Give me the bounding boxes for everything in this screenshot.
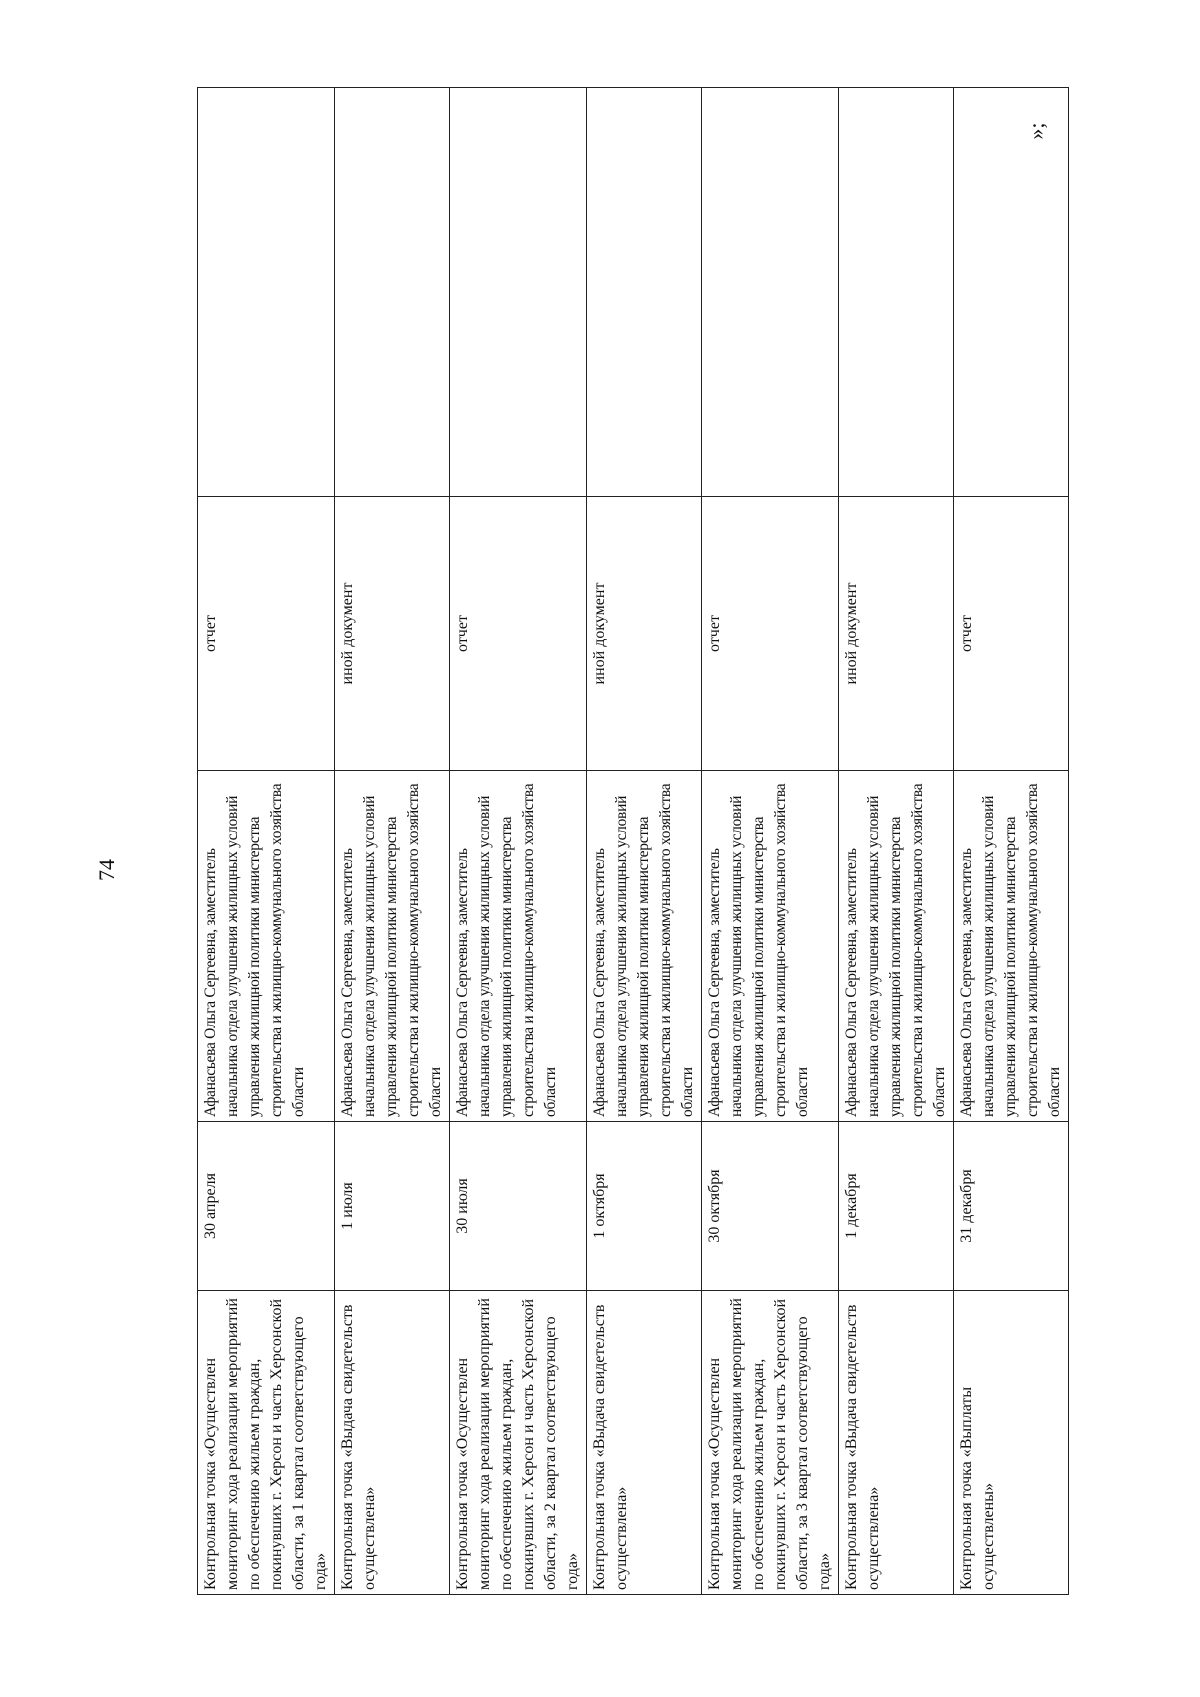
page-number: 74 — [94, 859, 119, 881]
deadline-date: 30 июля — [450, 1122, 587, 1291]
responsible-person: Афанасьева Ольга Сергеевна, заместитель начальника отдела улучшения жилищных условий управления жилищной политики министерства строительства и жилищно-коммунального хозяйства области — [587, 771, 702, 1122]
empty-cell — [839, 88, 954, 497]
table-row — [335, 88, 450, 1595]
empty-cell — [954, 88, 1069, 497]
control-point-title: Контрольная точка «Осуществлен мониторинг хода реализации мероприятий по обеспечению жильем граждан, покинувших г. Херсон и часть Херсонской области, за 1 квартал соответствующего года» — [198, 1291, 335, 1595]
deadline-date: 30 апреля — [198, 1122, 335, 1291]
empty-cell — [198, 88, 335, 497]
responsible-person: Афанасьева Ольга Сергеевна, заместитель начальника отдела улучшения жилищных условий управления жилищной политики министерства строительства и жилищно-коммунального хозяйства области — [198, 771, 335, 1122]
document-type: иной документ — [335, 497, 450, 771]
document-type: отчет — [954, 497, 1069, 771]
deadline-date: 30 октября — [702, 1122, 839, 1291]
deadline-date: 1 октября — [587, 1122, 702, 1291]
closing-quote-mark: »; — [1023, 122, 1049, 140]
empty-cell — [450, 88, 587, 497]
document-type: отчет — [702, 497, 839, 771]
responsible-person: Афанасьева Ольга Сергеевна, заместитель начальника отдела улучшения жилищных условий управления жилищной политики министерства строительства и жилищно-коммунального хозяйства области — [450, 771, 587, 1122]
table-row — [702, 88, 839, 1595]
table-row — [954, 88, 1069, 1595]
table-row — [587, 88, 702, 1595]
empty-cell — [702, 88, 839, 497]
control-point-title: Контрольная точка «Осуществлен мониторинг хода реализации мероприятий по обеспечению жильем граждан, покинувших г. Херсон и часть Херсонской области, за 3 квартал соответствующего года» — [702, 1291, 839, 1595]
document-type: отчет — [198, 497, 335, 771]
responsible-person: Афанасьева Ольга Сергеевна, заместитель начальника отдела улучшения жилищных условий управления жилищной политики министерства строительства и жилищно-коммунального хозяйства области — [839, 771, 954, 1122]
deadline-date: 31 декабря — [954, 1122, 1069, 1291]
control-points-table — [197, 87, 1069, 1595]
empty-cell — [335, 88, 450, 497]
table-row — [839, 88, 954, 1595]
control-point-title: Контрольная точка «Выдача свидетельств осуществлена» — [335, 1291, 450, 1595]
document-type: иной документ — [587, 497, 702, 771]
control-point-title: Контрольная точка «Выдача свидетельств осуществлена» — [839, 1291, 954, 1595]
responsible-person: Афанасьева Ольга Сергеевна, заместитель начальника отдела улучшения жилищных условий управления жилищной политики министерства строительства и жилищно-коммунального хозяйства области — [702, 771, 839, 1122]
table-row — [198, 88, 335, 1595]
control-point-title: Контрольная точка «Выплаты осуществлены» — [954, 1291, 1069, 1595]
table-row — [450, 88, 587, 1595]
deadline-date: 1 июля — [335, 1122, 450, 1291]
control-point-title: Контрольная точка «Осуществлен мониторинг хода реализации мероприятий по обеспечению жильем граждан, покинувших г. Херсон и часть Херсонской области, за 2 квартал соответствующего года» — [450, 1291, 587, 1595]
document-type: отчет — [450, 497, 587, 771]
control-point-title: Контрольная точка «Выдача свидетельств осуществлена» — [587, 1291, 702, 1595]
document-type: иной документ — [839, 497, 954, 771]
responsible-person: Афанасьева Ольга Сергеевна, заместитель начальника отдела улучшения жилищных условий управления жилищной политики министерства строительства и жилищно-коммунального хозяйства области — [954, 771, 1069, 1122]
responsible-person: Афанасьева Ольга Сергеевна, заместитель начальника отдела улучшения жилищных условий управления жилищной политики министерства строительства и жилищно-коммунального хозяйства области — [335, 771, 450, 1122]
rotated-table-wrapper — [197, 133, 1063, 1595]
deadline-date: 1 декабря — [839, 1122, 954, 1291]
empty-cell — [587, 88, 702, 497]
